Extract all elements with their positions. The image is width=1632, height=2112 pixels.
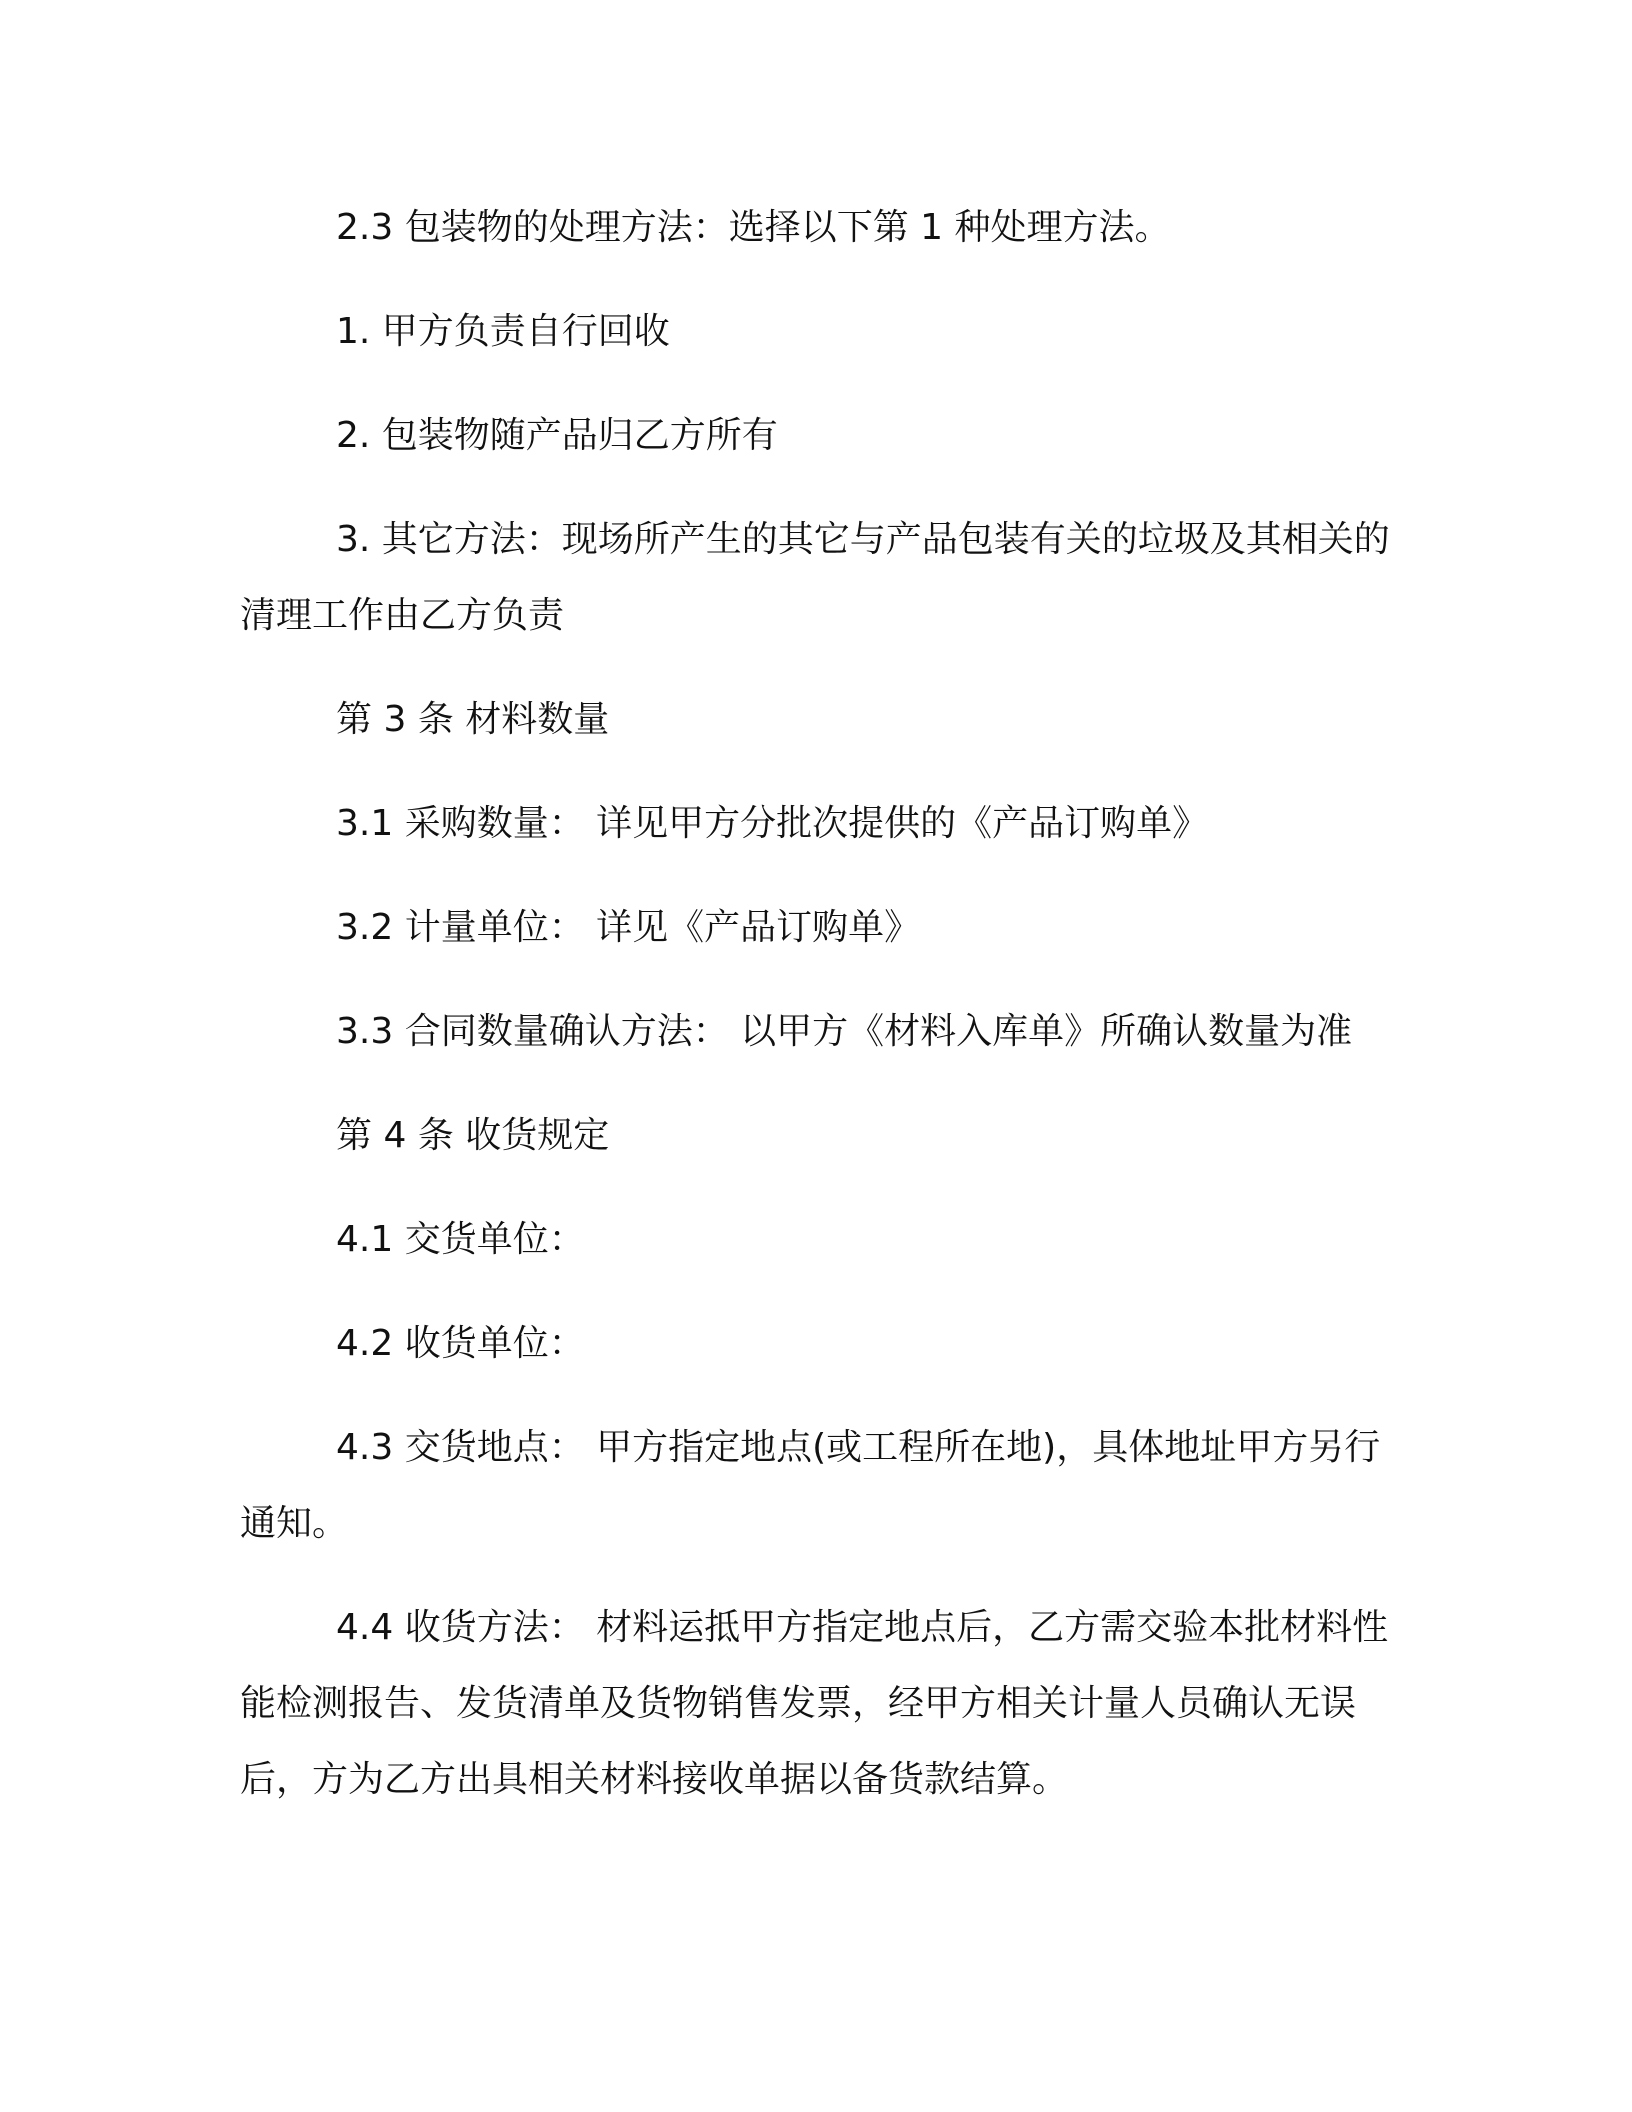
article-4-heading: 第 4 条 收货规定: [336, 1115, 610, 1156]
clause-3-1-purchase-quantity: 3.1 采购数量： 详见甲方分批次提供的《产品订购单》: [336, 803, 1209, 844]
option-3-other-method: 3. 其它方法：现场所产生的其它与产品包装有关的垃圾及其相关的清理工作由乙方负责: [240, 519, 1390, 636]
article-3-heading: 第 3 条 材料数量: [336, 699, 610, 740]
clause-2-3-packaging-method: 2.3 包装物的处理方法：选择以下第 1 种处理方法。: [336, 207, 1171, 248]
clause-3-3-quantity-confirmation: 3.3 合同数量确认方法： 以甲方《材料入库单》所确认数量为准: [336, 1011, 1353, 1052]
option-2-belongs-to-party-b: 2. 包装物随产品归乙方所有: [336, 415, 778, 456]
clause-3-2-measurement-unit: 3.2 计量单位： 详见《产品订购单》: [336, 907, 921, 948]
clause-4-1-delivery-unit: 4.1 交货单位：: [336, 1219, 585, 1260]
option-1-self-recovery: 1. 甲方负责自行回收: [336, 311, 670, 352]
clause-4-2-receiving-unit: 4.2 收货单位：: [336, 1323, 585, 1364]
document-body: [240, 190, 1390, 1846]
clause-4-3-delivery-location: 4.3 交货地点： 甲方指定地点(或工程所在地)，具体地址甲方另行通知。: [240, 1427, 1381, 1544]
clause-4-4-receiving-method: 4.4 收货方法： 材料运抵甲方指定地点后，乙方需交验本批材料性能检测报告、发货清单及货物销售发票，经甲方相关计量人员确认无误后，方为乙方出具相关材料接收单据以备货款结算。: [240, 1607, 1389, 1800]
